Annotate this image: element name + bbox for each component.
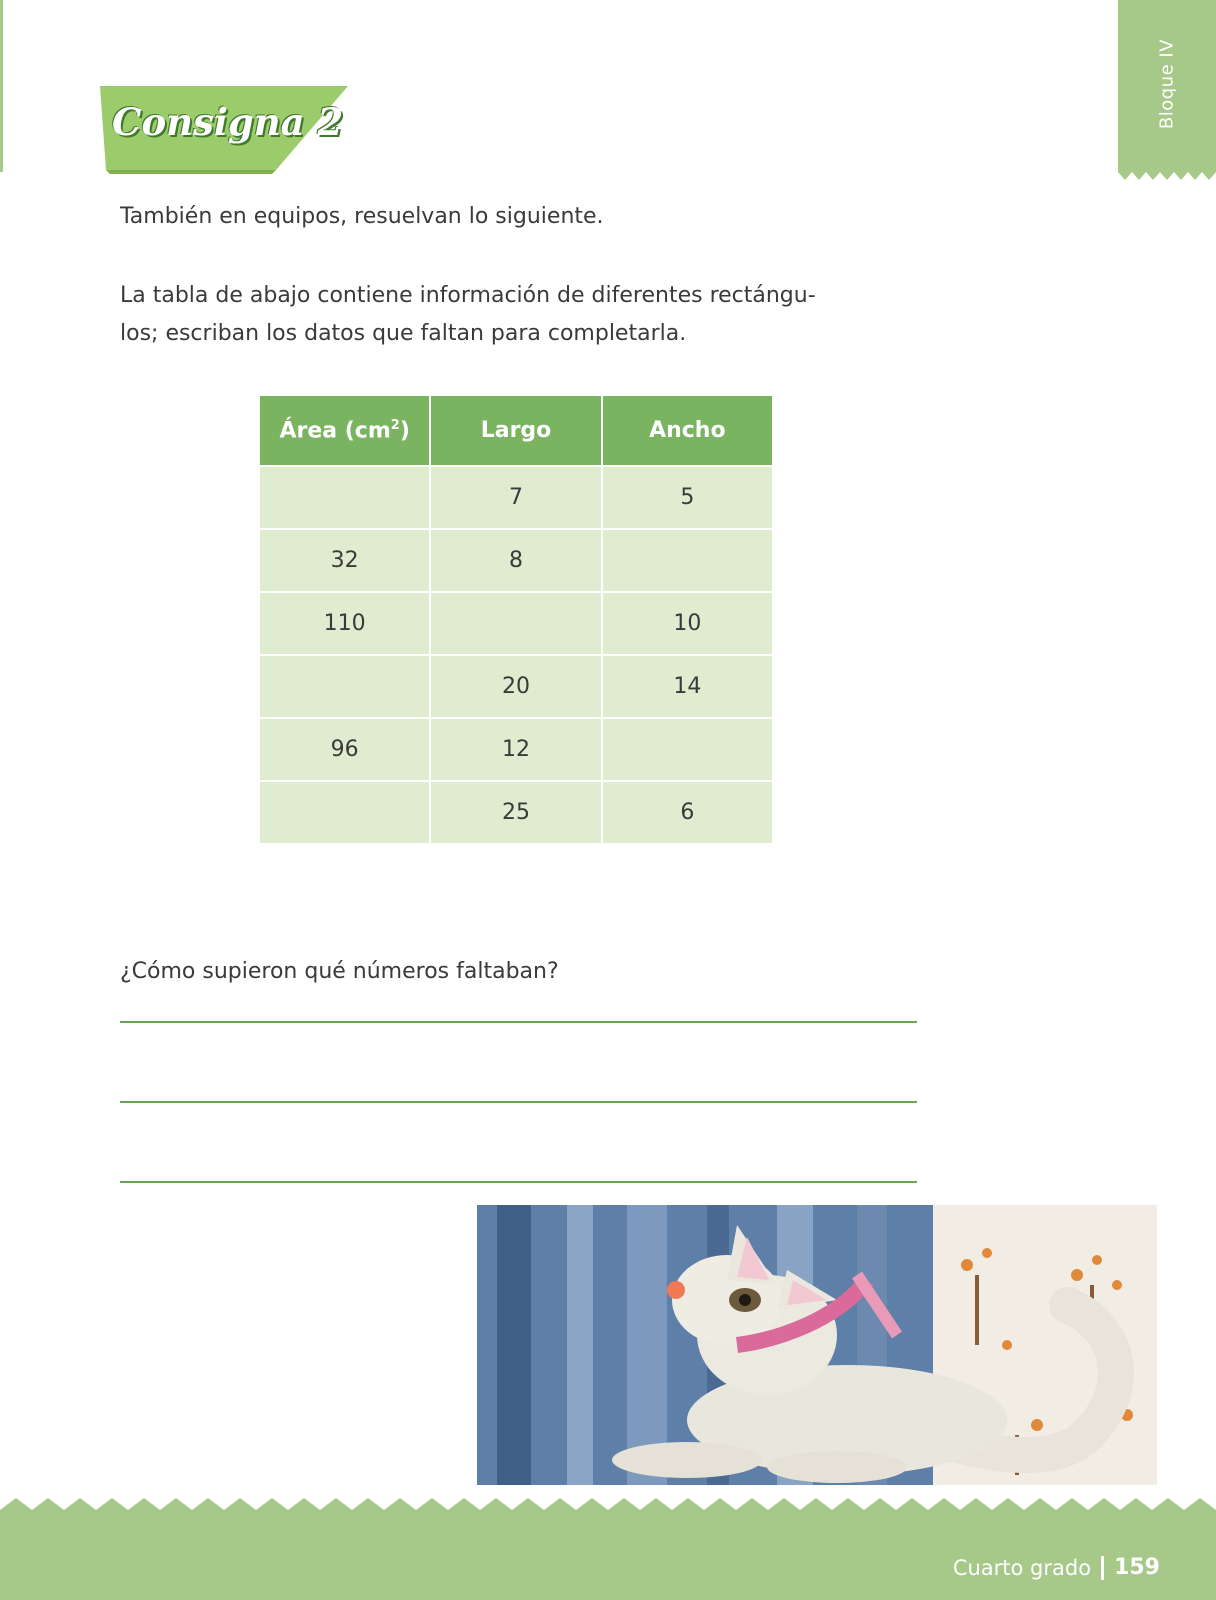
consigna-title: Consigna 2 [112, 100, 344, 144]
footer-zigzag-band [0, 1488, 1216, 1600]
table-header-row [259, 395, 773, 466]
ancho-cell: 14 [602, 655, 773, 718]
ancho-cell: 5 [602, 466, 773, 529]
instruction-line-2: los; escriban los datos que faltan para completarla. [120, 321, 687, 346]
answer-line-1[interactable] [120, 1021, 917, 1023]
ancho-cell: 6 [602, 781, 773, 844]
table-row [259, 592, 773, 655]
largo-cell[interactable] [430, 592, 601, 655]
grade-label: Cuarto grado [952, 1555, 1092, 1580]
rectangles-table [258, 394, 774, 845]
area-cell[interactable] [259, 781, 430, 844]
area-cell: 32 [259, 529, 430, 592]
footer-label [953, 1555, 1160, 1580]
bloque-label: Bloque IV [1156, 38, 1178, 130]
answer-line-3[interactable] [120, 1181, 917, 1183]
table-row [259, 466, 773, 529]
answer-line-2[interactable] [120, 1101, 917, 1103]
header-ancho: Ancho [602, 395, 773, 466]
area-cell: 96 [259, 718, 430, 781]
ancho-cell[interactable] [602, 529, 773, 592]
table-row [259, 655, 773, 718]
header-largo: Largo [430, 395, 601, 466]
bloque-tab-zigzag [1118, 170, 1216, 182]
ancho-cell[interactable] [602, 718, 773, 781]
white-fox-illustration [477, 1205, 1157, 1490]
instruction-line-1: La tabla de abajo contiene información de diferentes rectángu- [120, 283, 816, 308]
table-row [259, 718, 773, 781]
area-cell[interactable] [259, 466, 430, 529]
header-area: Área $(cm^2)$ [259, 395, 430, 466]
area-cell[interactable] [259, 655, 430, 718]
question-text: ¿Cómo supieron qué números faltaban? [120, 959, 559, 984]
largo-cell: 12 [430, 718, 601, 781]
largo-cell: 25 [430, 781, 601, 844]
left-margin-rule [0, 0, 3, 172]
area-cell: 110 [259, 592, 430, 655]
table-row [259, 529, 773, 592]
footer-separator [1101, 1556, 1104, 1580]
largo-cell: 8 [430, 529, 601, 592]
page-number: 159 [1114, 1555, 1160, 1580]
largo-cell: 20 [430, 655, 601, 718]
bloque-tab [1118, 0, 1216, 172]
intro-text: También en equipos, resuelvan lo siguiente. [120, 204, 604, 229]
largo-cell: 7 [430, 466, 601, 529]
ancho-cell: 10 [602, 592, 773, 655]
table-row [259, 781, 773, 844]
